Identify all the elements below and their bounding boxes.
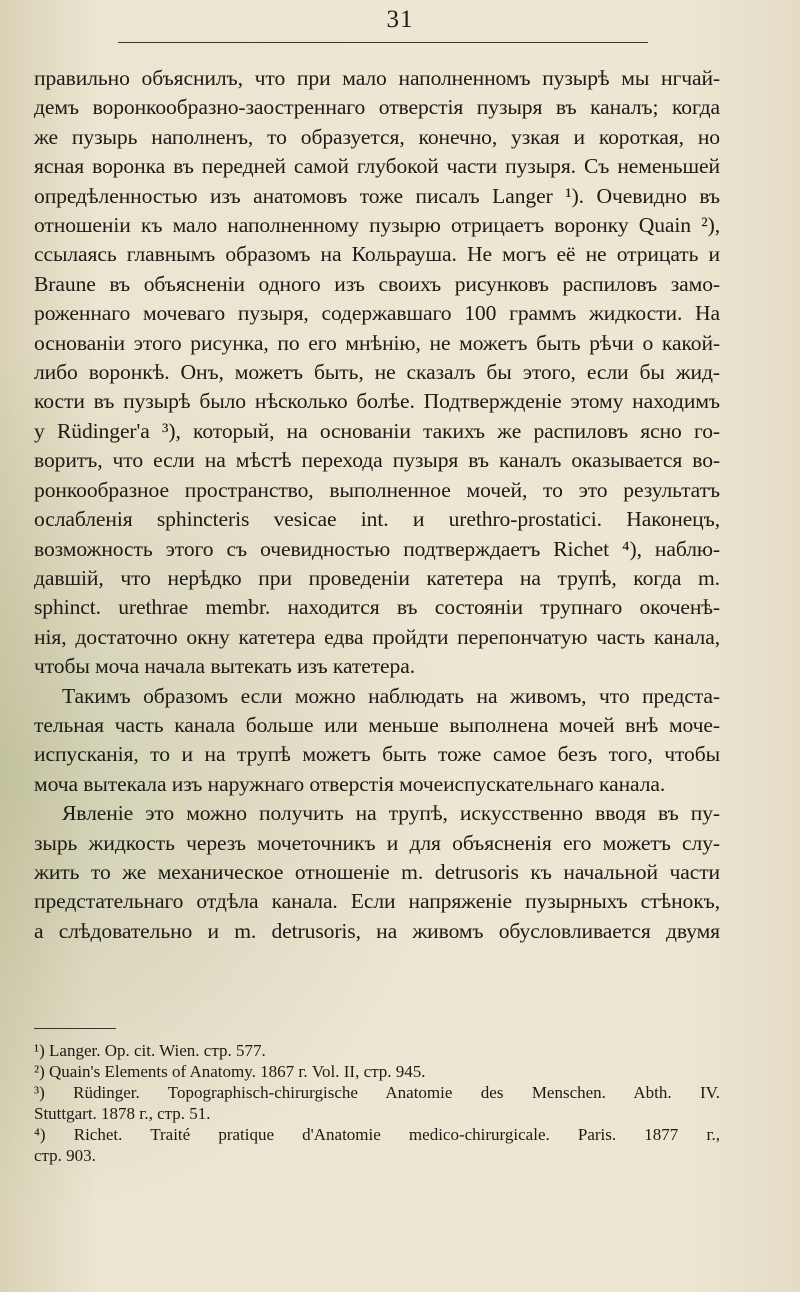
footnote: ³) Rüdinger. Topographisch-chirurgische Anatomie des Menschen. Abth. IV. <box>34 1083 720 1102</box>
text-line: нія, достаточно окну катетера едва пройдти перепончатую часть канала, <box>34 624 720 649</box>
page-number: 31 <box>386 6 414 33</box>
text-line: испусканія, то и на трупѣ можетъ быть тоже самое безъ того, чтобы <box>34 742 720 767</box>
text-line: роженнаго мочеваго пузыря, содержавшаго 100 граммъ жидкости. На <box>34 301 720 326</box>
footnote: ²) Quain's Elements of Anatomy. 1867 г. Vol. II, стр. 945. <box>34 1062 426 1081</box>
text-line: либо воронкѣ. Онъ, можетъ быть, не сказалъ бы этого, если бы жид- <box>34 360 720 385</box>
text-line: предстательнаго отдѣла канала. Если напряженіе пузырныхъ стѣнокъ, <box>34 889 720 914</box>
footnote-rule <box>34 1028 116 1029</box>
text-line: sphinct. urethrae membr. находится въ состояніи трупнаго окоченѣ- <box>34 595 720 620</box>
text-line: тельная часть канала больше или меньше выполнена мочей внѣ моче- <box>34 712 720 737</box>
footnote-continuation: Stuttgart. 1878 г., стр. 51. <box>34 1104 211 1123</box>
text-line: отношеніи къ мало наполненному пузырю отрицаетъ воронку Quain ²), <box>34 213 720 238</box>
text-line: основаніи этого рисунка, по его мнѣнію, не можетъ быть рѣчи о какой- <box>34 330 720 355</box>
text-line: жить то же механическое отношеніе m. detrusoris къ начальной части <box>34 859 720 884</box>
footnote: ⁴) Richet. Traité pratique d'Anatomie medico-chirurgicale. Paris. 1877 г., <box>34 1125 720 1144</box>
text-line: у Rüdinger'а ³), который, на основаніи такихъ же распиловъ ясно го- <box>34 418 720 443</box>
text-line: ослабленія sphincteris vesicae int. и urethro-prostatici. Наконецъ, <box>34 507 720 532</box>
text-line: ссылаясь главнымъ образомъ на Кольрауша. Не могъ её не отрицать и <box>34 242 720 267</box>
text-line: же пузырь наполненъ, то образуется, конечно, узкая и короткая, но <box>34 124 720 149</box>
text-line: демъ воронкообразно-заостреннаго отверстія пузыря въ каналъ; когда <box>34 95 720 120</box>
text-line: чтобы моча начала вытекать изъ катетера. <box>34 654 416 679</box>
text-line: кости въ пузырѣ было нѣсколько болѣе. Подтвержденіе этому находимъ <box>34 389 720 414</box>
text-line: правильно объяснилъ, что при мало наполненномъ пузырѣ мы нгчай- <box>34 66 720 90</box>
text-line: ясная воронка въ передней самой глубокой части пузыря. Съ неменьшей <box>34 154 720 179</box>
text-line: а слѣдовательно и m. detrusoris, на живомъ обусловливается двумя <box>34 918 720 943</box>
header-rule <box>118 42 648 43</box>
text-line: давшій, что нерѣдко при проведеніи катетера на трупѣ, когда m. <box>34 565 720 590</box>
text-line: моча вытекала изъ наружнаго отверстія мочеиспускательнаго канала. <box>34 771 666 796</box>
text-line: ронкообразное пространство, выполненное мочей, то это результатъ <box>34 477 720 502</box>
main-text <box>34 64 720 946</box>
text-line: Такимъ образомъ если можно наблюдать на живомъ, что предста- <box>62 683 720 708</box>
footnote: ¹) Langer. Op. cit. Wien. стр. 577. <box>34 1041 266 1060</box>
text-line: зырь жидкость черезъ мочеточникъ и для объясненія его можетъ слу- <box>34 830 720 855</box>
text-line: опредѣленностью изъ анатомовъ тоже писалъ Langer ¹). Очевидно въ <box>34 183 720 208</box>
text-line: Явленіе это можно получить на трупѣ, искусственно вводя въ пу- <box>62 801 720 826</box>
footnote-continuation: стр. 903. <box>34 1146 96 1165</box>
text-line: воритъ, что если на мѣстѣ перехода пузыря въ каналъ оказывается во- <box>34 448 720 473</box>
text-line: возможность этого съ очевидностью подтверждаетъ Richet ⁴), наблю- <box>34 536 720 561</box>
text-line: Braune въ объясненіи одного изъ своихъ рисунковъ распиловъ замо- <box>34 271 720 296</box>
footnotes <box>34 1040 720 1166</box>
